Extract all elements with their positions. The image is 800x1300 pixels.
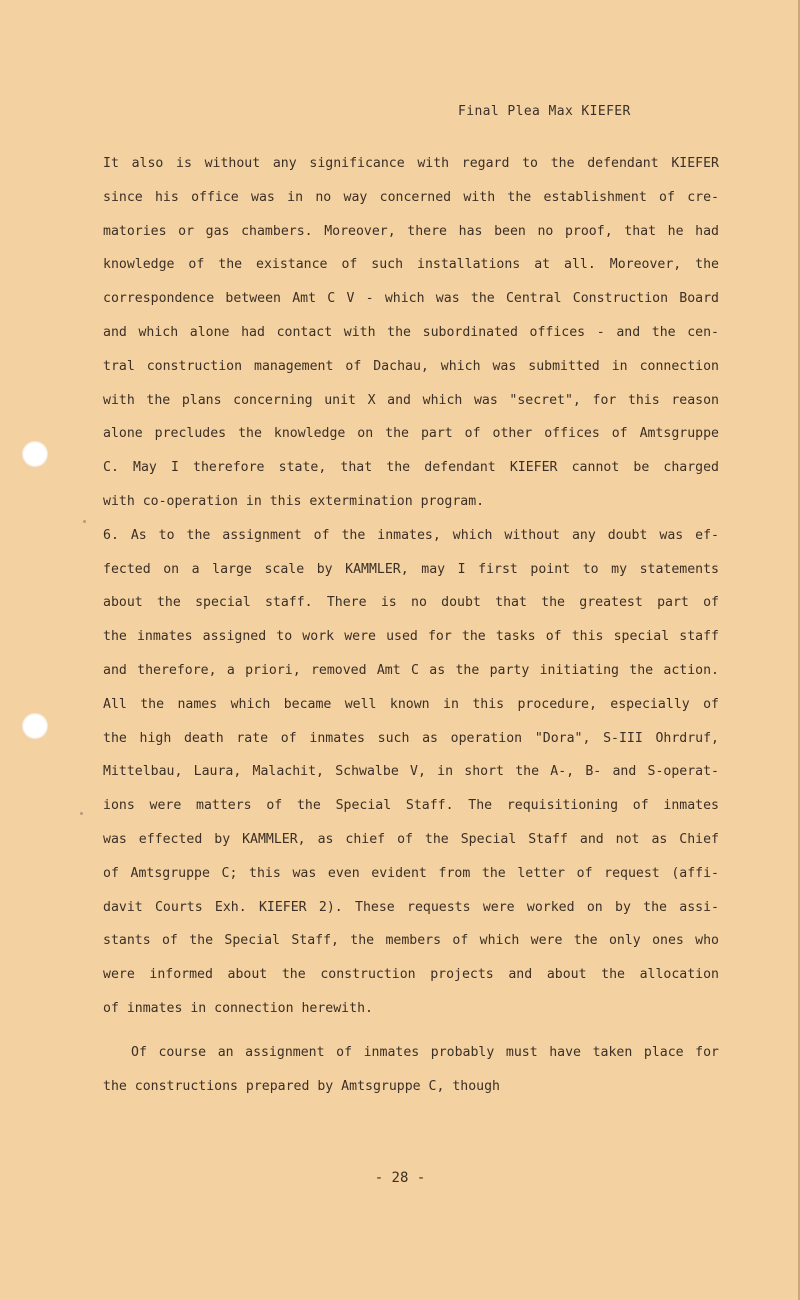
text-line: fected on a large scale by KAMMLER, may I first point to my statements: [103, 561, 719, 577]
body-text: [103, 147, 719, 1103]
text-line: the inmates assigned to work were used for the tasks of this special staff: [103, 629, 719, 645]
paragraph-1: [103, 147, 719, 519]
text-line: correspondence between Amt C V - which was the Central Construction Board: [103, 291, 719, 307]
text-line: ions were matters of the Special Staff. The requisitioning of inmates: [103, 798, 719, 814]
page-header: Final Plea Max KIEFER: [458, 104, 631, 119]
paragraph-spacer: [103, 1026, 719, 1036]
text-line: of Amtsgruppe C; this was even evident from the letter of request (affi-: [103, 865, 719, 881]
text-line: and which alone had contact with the subordinated offices - and the cen-: [103, 324, 719, 340]
text-line: matories or gas chambers. Moreover, there has been no proof, that he had: [103, 223, 719, 239]
text-line: All the names which became well known in this procedure, especially of: [103, 696, 719, 712]
text-line: with the plans concerning unit X and which was "secret", for this reason: [103, 392, 719, 408]
text-line: were informed about the construction projects and about the allocation: [103, 967, 719, 983]
paper-speck: [80, 812, 83, 815]
paragraph-3: [103, 1036, 719, 1104]
text-line: alone precludes the knowledge on the part of other offices of Amtsgruppe: [103, 426, 719, 442]
text-line: It also is without any significance with regard to the defendant KIEFER: [103, 156, 719, 171]
text-line: 6. As to the assignment of the inmates, which without any doubt was ef-: [103, 527, 719, 543]
punch-hole-top: [22, 441, 48, 467]
text-line: Of course an assignment of inmates probably must have taken place for: [131, 1044, 719, 1060]
text-line: stants of the Special Staff, the members of which were the only ones who: [103, 933, 719, 949]
text-line: C. May I therefore state, that the defendant KIEFER cannot be charged: [103, 460, 719, 476]
text-line: was effected by KAMMLER, as chief of the Special Staff and not as Chief: [103, 831, 719, 847]
text-line: of inmates in connection herewith.: [103, 1000, 373, 1016]
text-line: davit Courts Exh. KIEFER 2). These requests were worked on by the assi-: [103, 899, 719, 915]
paper-speck: [83, 520, 86, 523]
page-number: - 28 -: [374, 1170, 426, 1186]
text-line: tral construction management of Dachau, which was submitted in connection: [103, 358, 719, 374]
text-line: about the special staff. There is no doubt that the greatest part of: [103, 595, 719, 611]
text-line: since his office was in no way concerned with the establishment of cre-: [103, 189, 719, 205]
text-line: and therefore, a priori, removed Amt C as the party initiating the action.: [103, 662, 719, 678]
text-line: the constructions prepared by Amtsgruppe C, though: [103, 1078, 500, 1094]
text-line: knowledge of the existance of such installations at all. Moreover, the: [103, 257, 719, 273]
punch-hole-bottom: [22, 713, 48, 739]
text-line: with co-operation in this extermination program.: [103, 493, 485, 509]
text-line: the high death rate of inmates such as operation "Dora", S-III Ohrdruf,: [103, 730, 719, 746]
paragraph-2: [103, 519, 719, 1026]
text-line: Mittelbau, Laura, Malachit, Schwalbe V, in short the A-, B- and S-operat-: [103, 764, 719, 780]
